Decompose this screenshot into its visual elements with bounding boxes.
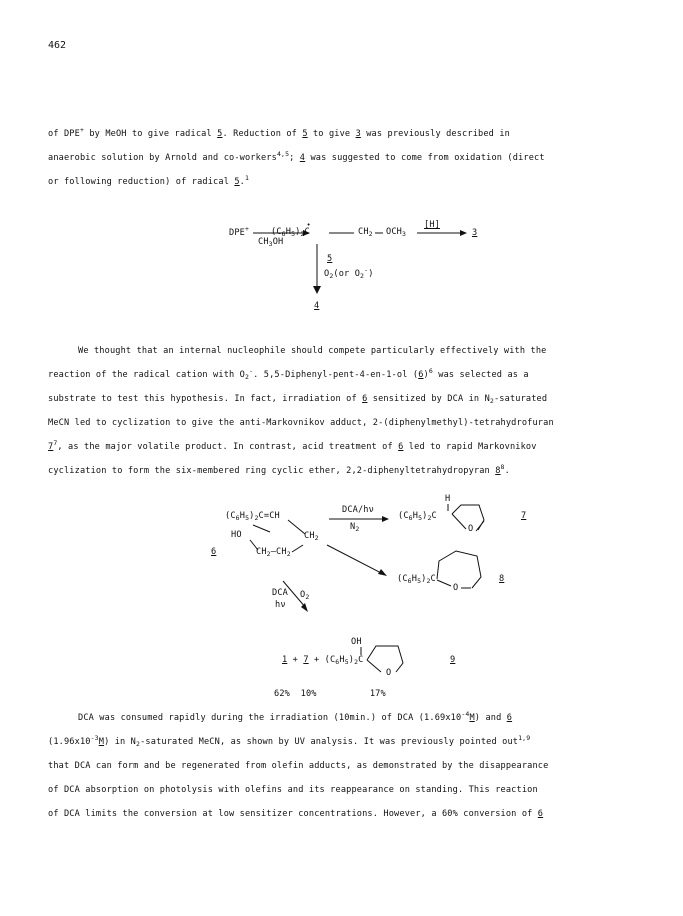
- paragraph-2-line-3: substrate to test this hypothesis. In fact, irradiation of 6 sensitized by DCA in $N_2$-saturated: [48, 394, 548, 405]
- paragraph-3-line-2: $(1.96x10^{-3}M)$ in $N_2$-saturated MeCN, as shown by UV analysis. It was previously pointed out$^{1,9}$: [48, 734, 531, 748]
- paragraph-2-line-6: cyclization to form the six-membered ring cyclic ether, 2,2-diphenyltetrahydropyran $8^8$.: [48, 463, 510, 476]
- product-3-label: 3: [472, 228, 478, 238]
- och3-group: $OCH_3$: [386, 227, 407, 238]
- oxygen-reagent-2: $O_2$: [300, 590, 310, 601]
- ch2-chain-group: $CH_2$: [304, 531, 319, 542]
- paragraph-1-line-3: or following reduction) of radical 5.$^1$: [48, 174, 250, 187]
- ch2-group: $CH_2$: [358, 227, 373, 238]
- product-yields: 62% 10% 17%: [274, 689, 386, 699]
- paragraph-1-line-1: of DPE+ by MeOH to give radical 5. Reduction of 5 to give 3 was previously described in: [48, 126, 510, 139]
- paragraph-2-line-4: MeCN led to cyclization to give the anti-Markovnikov adduct, 2-(diphenylmethyl)-tetrahydrofuran: [48, 418, 554, 428]
- oxygen-reagent: $O_2(or$ $O_2^-$): [324, 266, 374, 280]
- compound-6-label: 6: [211, 547, 217, 557]
- starting-material-6-top: $(C_6H_5)_2C=CH$: [225, 511, 280, 522]
- paragraph-2-line-5: $7^7$, as the major volatile product. In contrast, acid treatment of 6 led to rapid Markovnikov: [48, 439, 537, 452]
- starting-material-6-bottom: $CH_2—CH_2$: [256, 547, 291, 558]
- compound-8-label: 8: [499, 574, 505, 584]
- paragraph-3-line-4: of DCA absorption on photolysis with olefins and its reappearance on standing. This reaction: [48, 785, 538, 795]
- hydrogen-label: H: [445, 494, 451, 504]
- ring-oxygen-9: O: [386, 668, 392, 678]
- paragraph-3-line-3: that DCA can form and be regenerated from olefin adducts, as demonstrated by the disappearance: [48, 761, 549, 771]
- dca-reagent: DCA: [272, 588, 288, 598]
- nitrogen-atmosphere: $N_2$: [350, 522, 360, 533]
- product-7-formula: $(C_6H_5)_2C$: [398, 511, 437, 522]
- compound-9-label: 9: [450, 655, 456, 665]
- paragraph-1-line-2: anaerobic solution by Arnold and co-workers$^{4,5}$; 4 was suggested to come from oxidation (direct: [48, 150, 545, 163]
- compound-7-label: 7: [521, 511, 527, 521]
- methanol-reagent: $CH_3OH$: [258, 237, 284, 248]
- hydroxyl-group: HO: [231, 530, 242, 540]
- product-mixture: $1 + 7 + (C_6H_5)_2C$: [282, 655, 364, 666]
- paragraph-3-line-1: DCA was consumed rapidly during the irradiation (10min.) of DCA $(1.69x10^{-4}M)$ and 6: [78, 710, 513, 723]
- ring-oxygen-7: O: [468, 524, 474, 534]
- radical-5-label: 5: [327, 254, 333, 264]
- dpe-cation: DPE+: [229, 225, 250, 238]
- product-4-label: 4: [314, 301, 320, 311]
- h-reagent: [H]: [424, 220, 440, 230]
- paragraph-2-line-1: We thought that an internal nucleophile should compete particularly effectively with the: [78, 346, 547, 356]
- hv-reagent: hν: [275, 600, 286, 610]
- paragraph-2-line-2: reaction of the radical cation with $O_2^-$. 5,5-Diphenyl-pent-4-en-1-ol $(6)^6$ was selected as a: [48, 367, 529, 381]
- hydroxyl-label: OH: [351, 637, 362, 647]
- paragraph-3-line-5: of DCA limits the conversion at low sensitizer concentrations. However, a 60% conversion of 6: [48, 809, 544, 819]
- page-number: 462: [48, 40, 67, 51]
- ring-oxygen-8: O: [453, 583, 459, 593]
- product-8-formula: $(C_6H_5)_2C$: [397, 574, 436, 585]
- dca-hv-reagent: DCA/hν: [342, 505, 374, 515]
- radical-5-formula: $(C_6H_5)_2C$ •: [271, 221, 311, 238]
